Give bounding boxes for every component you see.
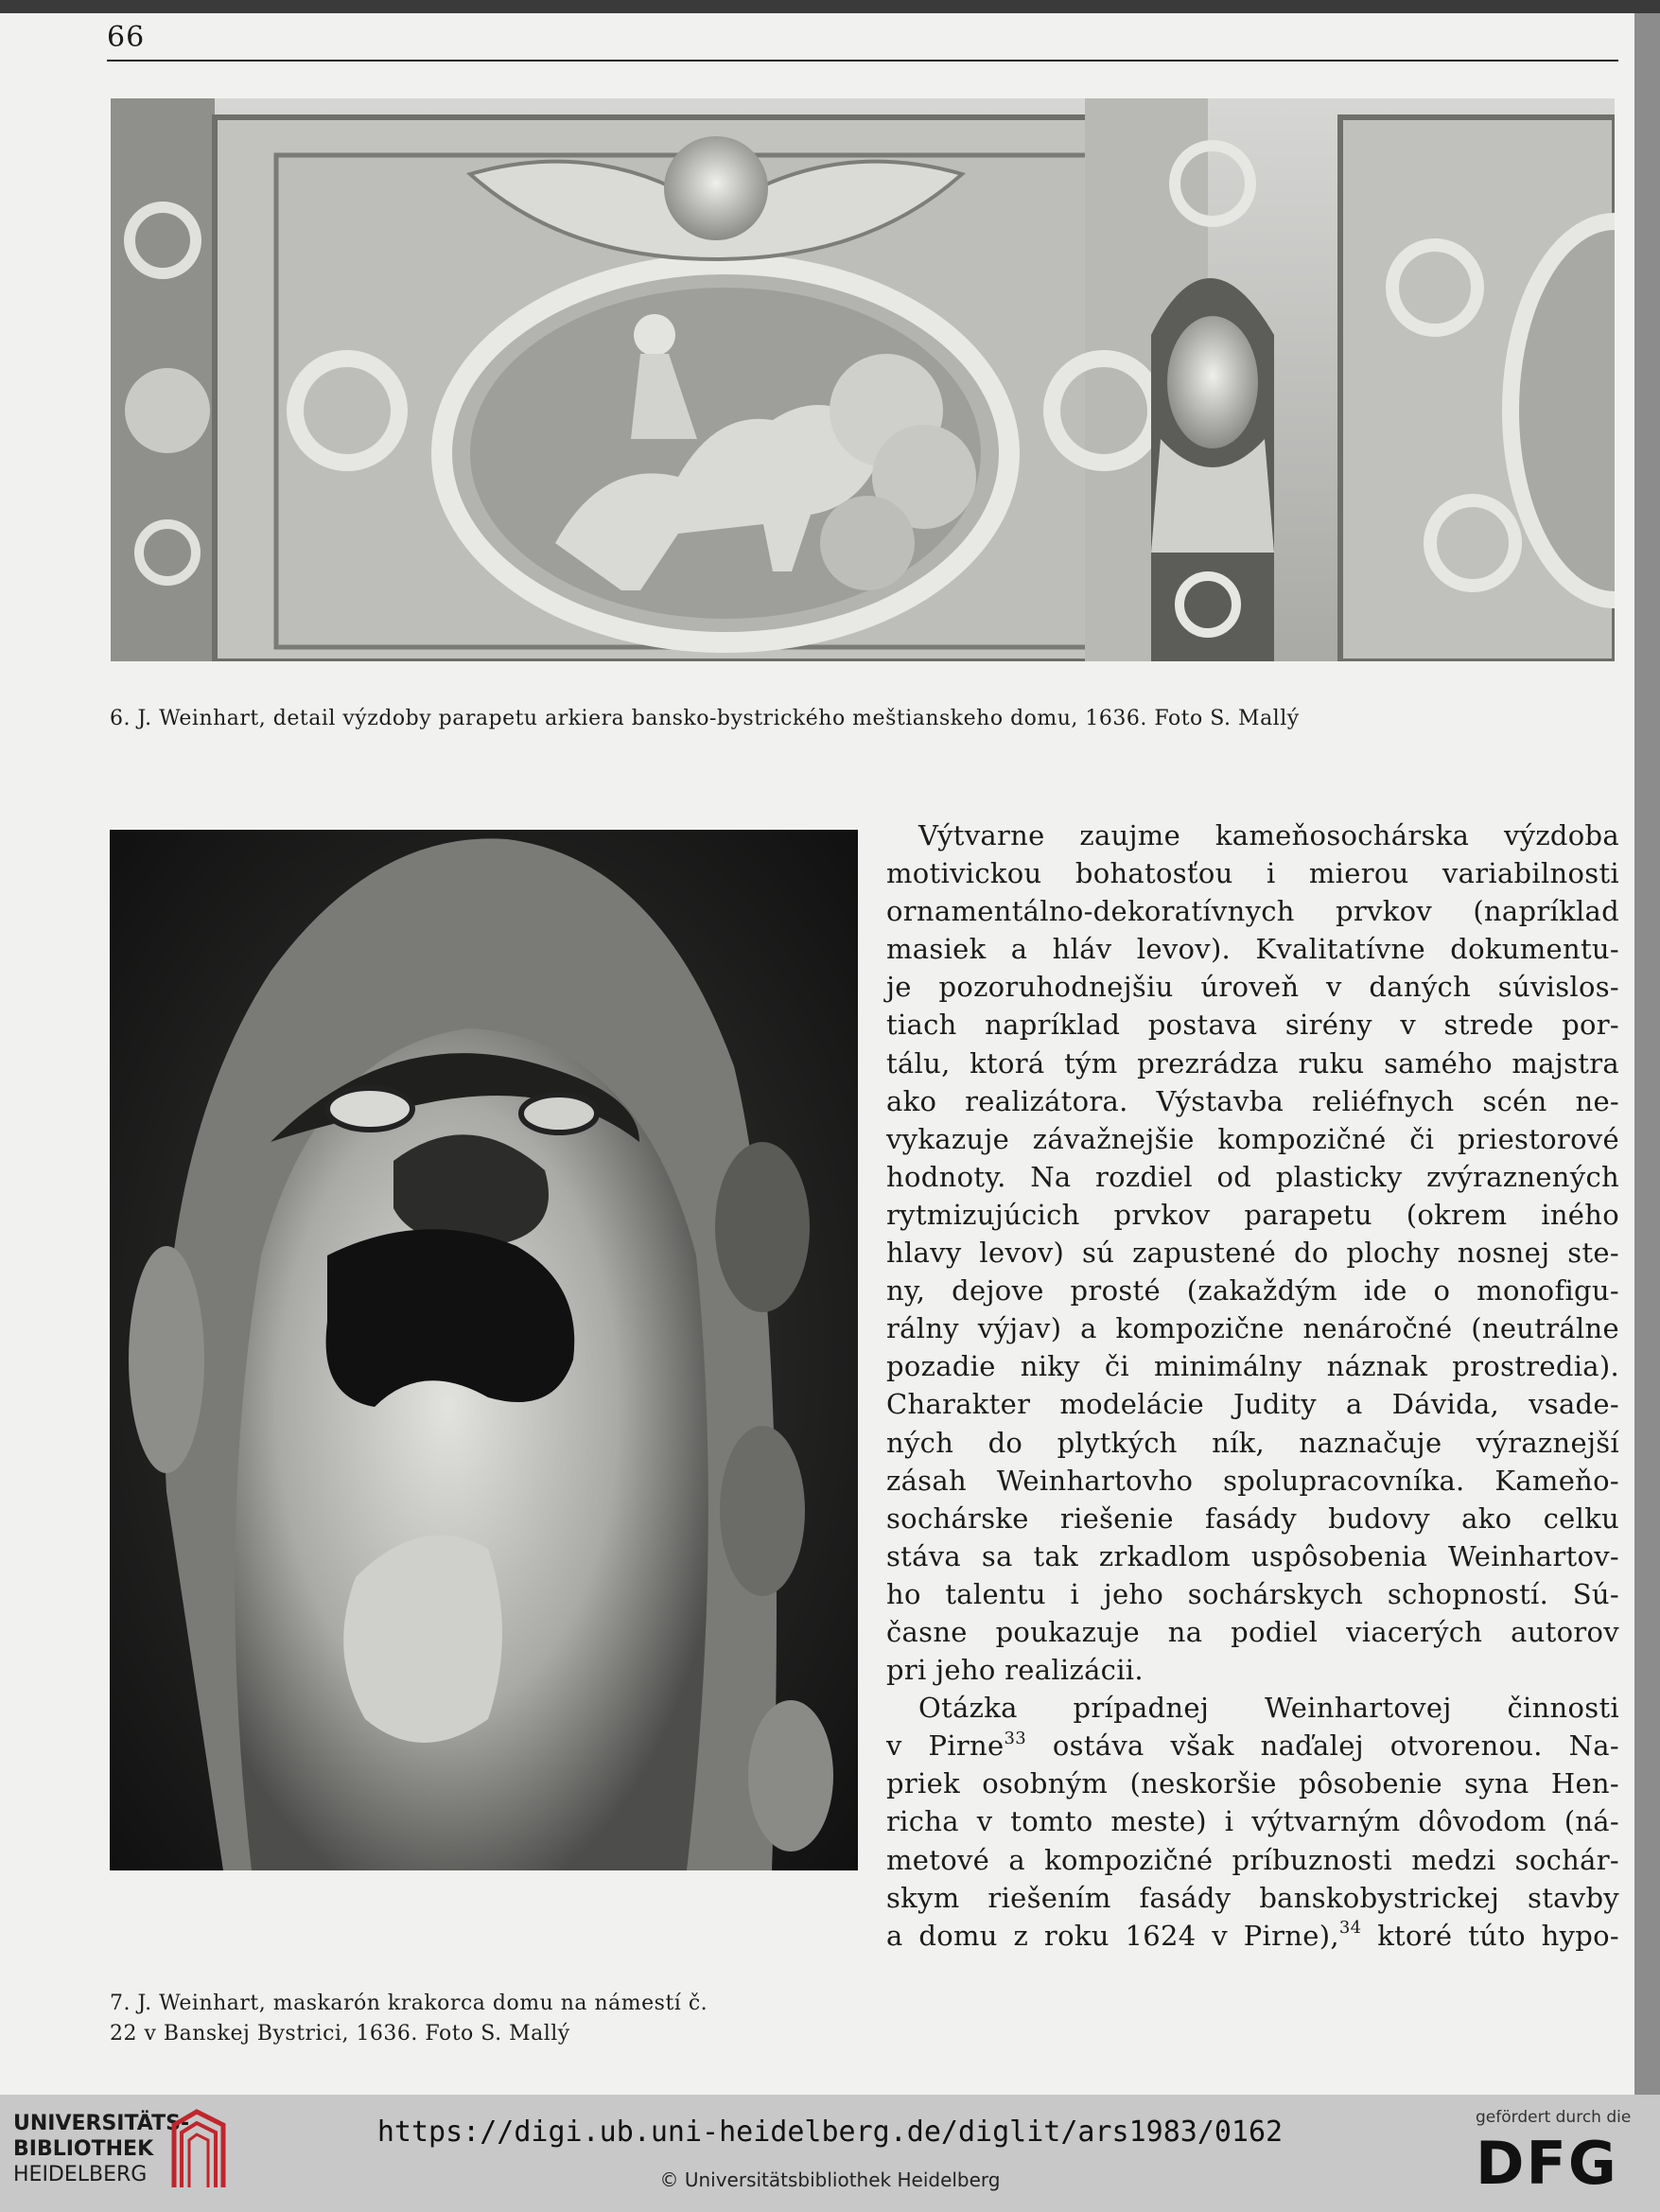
- copyright-notice: © Universitätsbibliothek Heidelberg: [659, 2168, 1001, 2191]
- body-line: stáva sa tak zrkadlom uspôsobenia Weinhartov-: [886, 1539, 1619, 1572]
- library-logo-line: HEIDELBERG: [13, 2163, 148, 2186]
- figure-7-caption-line: 22 v Banskej Bystrici, 1636. Foto S. Mallý: [110, 2022, 570, 2045]
- body-line: zásah Weinhartovho spolupracovníka. Kameňo-: [886, 1464, 1619, 1497]
- body-line: motivickou bohatosťou i mierou variabilnosti: [886, 857, 1619, 890]
- body-text-column: [886, 816, 1619, 1955]
- figure-7-photo: [110, 830, 858, 1870]
- page-edge: [1634, 13, 1660, 2095]
- body-line: masiek a hláv levov). Kvalitatívne dokumentu-: [886, 933, 1619, 966]
- page-number: 66: [107, 21, 146, 54]
- body-line: pozadie niky či minimálny náznak prostredia).: [886, 1350, 1619, 1383]
- body-line-part: a domu z roku 1624 v Pirne),: [886, 1919, 1339, 1952]
- body-line-part: v Pirne: [886, 1729, 1005, 1763]
- body-line: sochárske riešenie fasády budovy ako celku: [886, 1501, 1619, 1535]
- body-line: skym riešením fasády banskobystrickej stavby: [886, 1881, 1619, 1914]
- header-rule: [107, 60, 1618, 61]
- body-line: richa v tomto meste) i výtvarným dôvodom (ná-: [886, 1805, 1619, 1838]
- body-line: ných do plytkých ník, naznačuje výraznejší: [886, 1426, 1619, 1459]
- dfg-logo[interactable]: DFG: [1476, 2129, 1618, 2198]
- body-line: tálu, ktorá tým prezrádza ruku samého majstra: [886, 1046, 1619, 1080]
- figure-7-caption: [110, 1989, 866, 2049]
- figure-7-caption-line: 7. J. Weinhart, maskarón krakorca domu na námestí č.: [110, 1992, 708, 2015]
- body-line: ny, dejove prosté (zakaždým ide o monofigu-: [886, 1274, 1619, 1308]
- library-logo-line: BIBLIOTHEK: [13, 2137, 154, 2161]
- body-line-with-footnote: [886, 1727, 1619, 1764]
- body-line-part: ostáva však naďalej otvorenou. Na-: [1052, 1729, 1619, 1763]
- body-line: tiach napríklad postava sirény v strede por-: [886, 1009, 1619, 1042]
- figure-6-photo: [111, 98, 1615, 661]
- funded-by-label: gefördert durch die: [1476, 2108, 1632, 2127]
- figure-6-caption: 6. J. Weinhart, detail výzdoby parapetu arkiera bansko-bystrického meštianskeho domu, 1636. Foto S. Mallý: [110, 707, 1300, 730]
- viewer-footer: [0, 2095, 1660, 2212]
- body-line: ako realizátora. Výstavba reliéfnych scén ne-: [886, 1084, 1619, 1117]
- body-line: hodnoty. Na rozdiel od plasticky zvýraznených: [886, 1160, 1619, 1193]
- body-line-with-footnote: [886, 1917, 1619, 1955]
- viewer-top-bar: [0, 0, 1660, 13]
- body-line: ho talentu i jeho sochárskych schopností. Sú-: [886, 1577, 1619, 1610]
- footnote-ref-33[interactable]: 33: [1004, 1728, 1027, 1748]
- body-line: rálny výjav) a kompozične nenáročné (neutrálne: [886, 1312, 1619, 1345]
- body-line: metové a kompozičné príbuznosti medzi sochár-: [886, 1843, 1619, 1876]
- body-line: časne poukazuje na podiel viacerých autorov: [886, 1615, 1619, 1648]
- body-line: Charakter modelácie Judity a Dávida, vsade-: [886, 1388, 1619, 1421]
- body-line: ornamentálno-dekoratívnych prvkov (napríklad: [886, 895, 1619, 928]
- library-logo-line: UNIVERSITÄTS-: [13, 2112, 190, 2135]
- body-line-part: ktoré túto hypo-: [1377, 1919, 1619, 1952]
- body-line: je pozoruhodnejšiu úroveň v daných súvislos-: [886, 971, 1619, 1004]
- body-line: vykazuje závažnejšie kompozičné či priestorové: [886, 1122, 1619, 1155]
- body-line: pri jeho realizácii.: [886, 1654, 1144, 1687]
- body-line: rytmizujúcich prvkov parapetu (okrem iného: [886, 1198, 1619, 1231]
- page-url-link[interactable]: https://digi.ub.uni-heidelberg.de/diglit/ars1983/0162: [376, 2115, 1284, 2149]
- body-line: priek osobným (neskoršie pôsobenie syna Hen-: [886, 1767, 1619, 1800]
- footnote-ref-34[interactable]: 34: [1338, 1918, 1362, 1939]
- body-line: Otázka prípadnej Weinhartovej činnosti: [918, 1692, 1619, 1725]
- body-line: Výtvarne zaujme kameňosochárska výzdoba: [918, 819, 1619, 851]
- body-line: hlavy levov) sú zapustené do plochy nosnej ste-: [886, 1237, 1619, 1270]
